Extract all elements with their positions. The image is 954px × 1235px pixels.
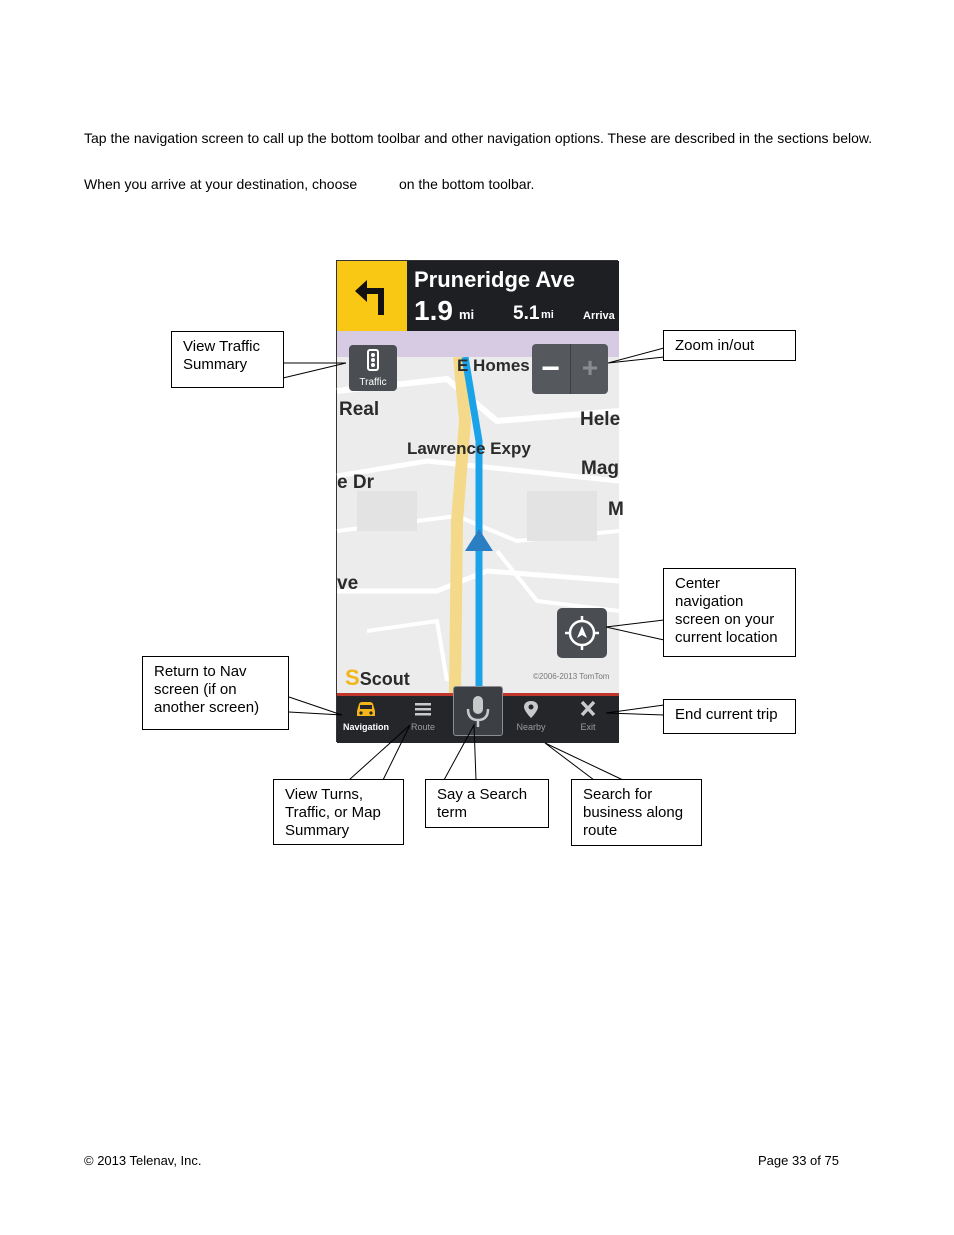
remaining-distance-value: 5.1 [513,303,540,324]
map-label-lawrence-expy: Lawrence Expy [407,439,531,458]
toolbar-nearby-label: Nearby [516,722,546,732]
toolbar-exit-label: Exit [580,722,596,732]
scout-logo-text: Scout [359,669,410,689]
voice-search-button[interactable] [453,686,503,736]
arrival-text-after: on the bottom toolbar. [398,176,535,192]
map-label-e-dr: e Dr [337,472,374,493]
turn-instruction-header [337,261,619,331]
traffic-light-icon [364,349,382,371]
scout-logo: SScout [345,665,410,690]
map-label-e-homes: E Homes [457,356,530,375]
zoom-out-button[interactable]: − [541,350,560,386]
callout-center-location [663,568,796,657]
callout-return-nav-text: Return to Nav screen (if on another screen) [154,663,260,716]
toolbar-navigation[interactable] [338,699,394,732]
center-location-button[interactable] [557,608,607,658]
navigation-screenshot [336,260,624,742]
crosshair-icon [557,608,607,658]
map-label-hele: Hele [580,409,621,430]
callout-center-location-text: Center navigation screen on your current location [675,575,778,646]
left-turn-arrow-icon [351,275,393,317]
map-copyright: ©2006-2013 TomTom [533,672,610,681]
intro-paragraph: Tap the navigation screen to call up the bottom toolbar and other navigation options. These are described in the sections below. [84,130,873,146]
zoom-in-button[interactable]: + [570,344,609,394]
arrival-paragraph [84,175,534,193]
callout-search-business [571,779,702,846]
turn-direction-box [337,261,407,331]
map-label-m: M [608,499,624,520]
toolbar-route[interactable] [395,699,451,732]
turn-distance-unit: mi [459,307,475,322]
callout-return-nav [142,656,289,730]
callout-view-traffic-text: View Traffic Summary [183,338,260,373]
callout-view-turns [273,779,404,845]
toolbar-navigation-label: Navigation [342,722,389,732]
callout-end-trip [663,699,796,734]
callout-say-search-text: Say a Search term [437,786,528,821]
toolbar-route-label: Route [410,722,436,732]
callout-view-traffic [171,331,284,388]
footer-copyright: © 2013 Telenav, Inc. [84,1153,202,1168]
callout-zoom-text: Zoom in/out [675,337,755,354]
close-icon [576,699,600,719]
map-label-mag: Mag [581,458,619,479]
callout-say-search [425,779,549,828]
callout-end-trip-text: End current trip [675,706,778,723]
map-pin-icon [519,699,543,719]
callout-zoom [663,330,796,361]
map-label-real: Real [339,399,380,420]
next-street-name: Pruneridge Ave [414,267,575,292]
traffic-button[interactable] [349,345,397,391]
footer-page-number: Page 33 of 75 [758,1153,839,1168]
turn-distance-value: 1.9 [414,295,453,326]
arrival-label: Arriva [583,310,615,322]
arrival-text-before: When you arrive at your destination, choose [84,176,358,192]
map-label-ve: ve [337,573,359,594]
callout-view-turns-text: View Turns, Traffic, or Map Summary [285,786,381,839]
traffic-button-label: Traffic [359,377,387,388]
callout-search-business-text: Search for business along route [583,786,684,839]
microphone-icon [454,687,502,735]
zoom-control [532,344,608,394]
car-icon [354,699,378,719]
list-icon [411,699,435,719]
toolbar-nearby[interactable] [503,699,559,732]
toolbar-exit[interactable] [560,699,616,732]
remaining-distance-unit: mi [541,309,554,321]
